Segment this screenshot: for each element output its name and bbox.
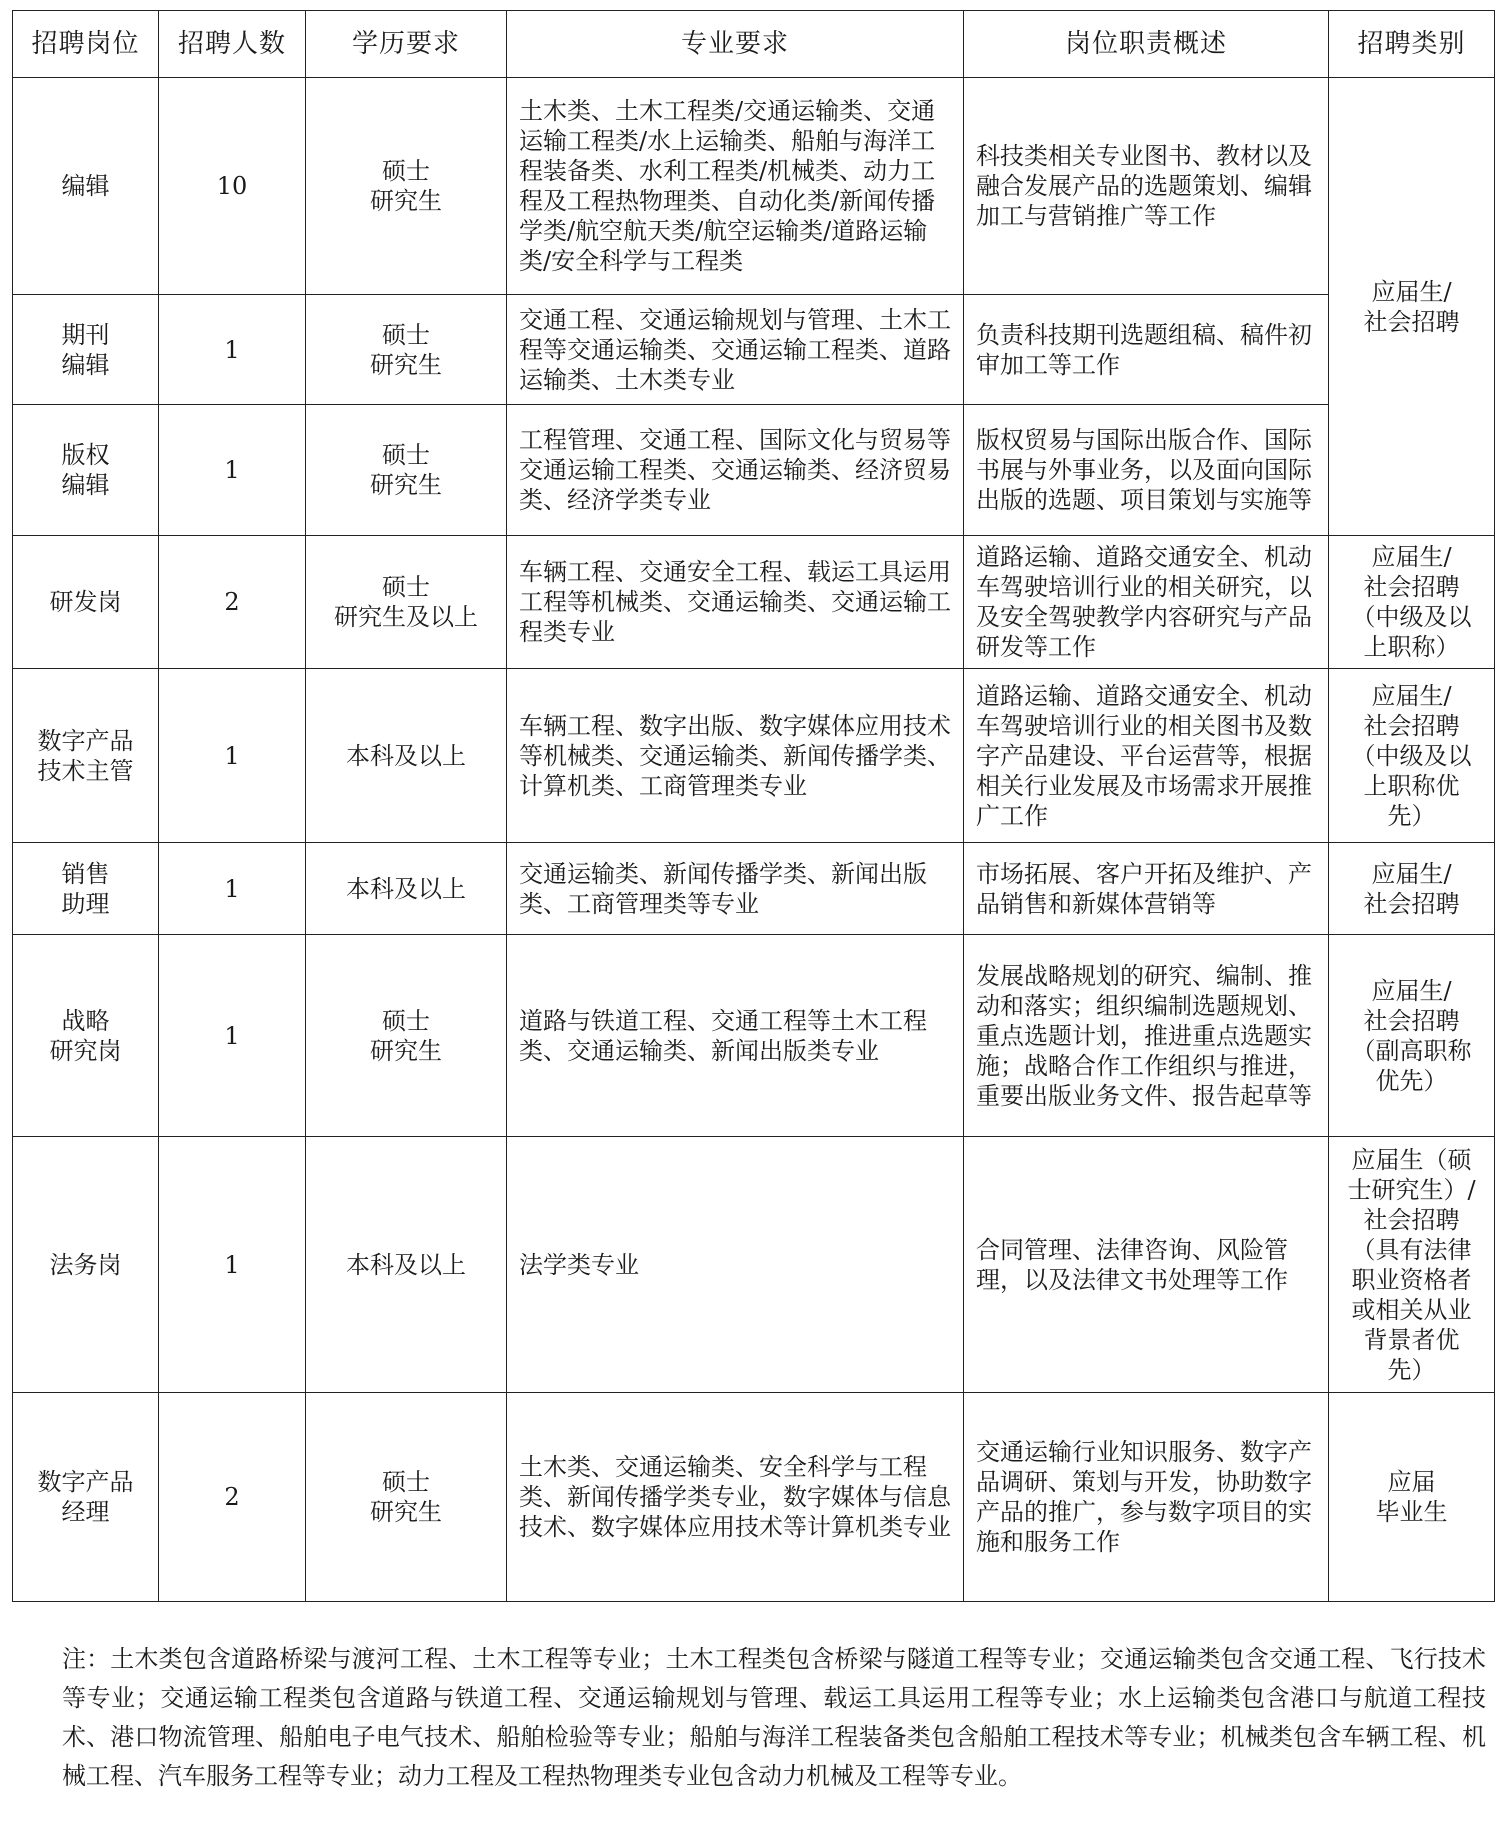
- cell-count: 1: [159, 843, 306, 935]
- cell-duty: 发展战略规划的研究、编制、推动和落实；组织编制选题规划、重点选题计划，推进重点选题实施；战略合作工作组织与推进，重要出版业务文件、报告起草等: [964, 935, 1329, 1137]
- cell-position: 战略 研究岗: [13, 935, 159, 1137]
- header-category: 招聘类别: [1329, 11, 1495, 78]
- cell-category: 应届生（硕 士研究生）/ 社会招聘 （具有法律 职业资格者 或相关从业 背景者优 先）: [1329, 1137, 1495, 1393]
- cell-count: 1: [159, 1137, 306, 1393]
- cell-count: 2: [159, 1393, 306, 1602]
- recruitment-table: [12, 10, 1495, 1602]
- cell-position: 数字产品 技术主管: [13, 669, 159, 843]
- cell-count: 1: [159, 295, 306, 405]
- cell-education: 本科及以上: [306, 1137, 507, 1393]
- cell-education: 本科及以上: [306, 843, 507, 935]
- header-position: 招聘岗位: [13, 11, 159, 78]
- cell-category-merged: 应届生/ 社会招聘: [1329, 78, 1495, 536]
- cell-position: 期刊 编辑: [13, 295, 159, 405]
- cell-count: 2: [159, 536, 306, 669]
- table-row: [13, 935, 1495, 1137]
- cell-count: 1: [159, 935, 306, 1137]
- cell-duty: 道路运输、道路交通安全、机动车驾驶培训行业的相关图书及数字产品建设、平台运营等，根据相关行业发展及市场需求开展推广工作: [964, 669, 1329, 843]
- cell-duty: 负责科技期刊选题组稿、稿件初审加工等工作: [964, 295, 1329, 405]
- cell-duty: 合同管理、法律咨询、风险管理，以及法律文书处理等工作: [964, 1137, 1329, 1393]
- table-row: [13, 843, 1495, 935]
- table-header-row: [13, 11, 1495, 78]
- header-education: 学历要求: [306, 11, 507, 78]
- cell-education: 本科及以上: [306, 669, 507, 843]
- table-row: [13, 536, 1495, 669]
- cell-major: 车辆工程、数字出版、数字媒体应用技术等机械类、交通运输类、新闻传播学类、计算机类、工商管理类专业: [507, 669, 964, 843]
- cell-major: 土木类、交通运输类、安全科学与工程类、新闻传播学类专业，数字媒体与信息技术、数字媒体应用技术等计算机类专业: [507, 1393, 964, 1602]
- cell-education: 硕士 研究生: [306, 295, 507, 405]
- cell-position: 版权 编辑: [13, 405, 159, 536]
- cell-education: 硕士 研究生: [306, 935, 507, 1137]
- cell-major: 道路与铁道工程、交通工程等土木工程类、交通运输类、新闻出版类专业: [507, 935, 964, 1137]
- cell-position: 研发岗: [13, 536, 159, 669]
- cell-duty: 道路运输、道路交通安全、机动车驾驶培训行业的相关研究，以及安全驾驶教学内容研究与产品研发等工作: [964, 536, 1329, 669]
- cell-major: 交通运输类、新闻传播学类、新闻出版类、工商管理类等专业: [507, 843, 964, 935]
- cell-major: 土木类、土木工程类/交通运输类、交通运输工程类/水上运输类、船舶与海洋工程装备类、水利工程类/机械类、动力工程及工程热物理类、自动化类/新闻传播学类/航空航天类/航空运输类/道路运输类/安全科学与工程类: [507, 78, 964, 295]
- header-major: 专业要求: [507, 11, 964, 78]
- cell-position: 法务岗: [13, 1137, 159, 1393]
- cell-position: 编辑: [13, 78, 159, 295]
- cell-duty: 交通运输行业知识服务、数字产品调研、策划与开发，协助数字产品的推广，参与数字项目的实施和服务工作: [964, 1393, 1329, 1602]
- table-row: [13, 1393, 1495, 1602]
- cell-education: 硕士 研究生及以上: [306, 536, 507, 669]
- cell-duty: 版权贸易与国际出版合作、国际书展与外事业务，以及面向国际出版的选题、项目策划与实施等: [964, 405, 1329, 536]
- cell-category: 应届生/ 社会招聘: [1329, 843, 1495, 935]
- cell-count: 1: [159, 669, 306, 843]
- footnote: 注：土木类包含道路桥梁与渡河工程、土木工程等专业；土木工程类包含桥梁与隧道工程等专业；交通运输类包含交通工程、飞行技术等专业；交通运输工程类包含道路与铁道工程、交通运输规划与管理、载运工具运用工程等专业；水上运输类包含港口与航道工程技术、港口物流管理、船舶电子电气技术、船舶检验等专业；船舶与海洋工程装备类包含船舶工程技术等专业；机械类包含车辆工程、机械工程、汽车服务工程等专业；动力工程及工程热物理类专业包含动力机械及工程等专业。: [62, 1645, 1486, 1790]
- table-row: [13, 1137, 1495, 1393]
- cell-major: 工程管理、交通工程、国际文化与贸易等交通运输工程类、交通运输类、经济贸易类、经济学类专业: [507, 405, 964, 536]
- header-count: 招聘人数: [159, 11, 306, 78]
- cell-major: 车辆工程、交通安全工程、载运工具运用工程等机械类、交通运输类、交通运输工程类专业: [507, 536, 964, 669]
- cell-count: 1: [159, 405, 306, 536]
- cell-major: 交通工程、交通运输规划与管理、土木工程等交通运输类、交通运输工程类、道路运输类、土木类专业: [507, 295, 964, 405]
- cell-category: 应届 毕业生: [1329, 1393, 1495, 1602]
- cell-education: 硕士 研究生: [306, 405, 507, 536]
- table-row: [13, 78, 1495, 295]
- cell-major: 法学类专业: [507, 1137, 964, 1393]
- cell-education: 硕士 研究生: [306, 78, 507, 295]
- cell-position: 销售 助理: [13, 843, 159, 935]
- table-row: [13, 405, 1495, 536]
- cell-position: 数字产品 经理: [13, 1393, 159, 1602]
- cell-duty: 科技类相关专业图书、教材以及融合发展产品的选题策划、编辑加工与营销推广等工作: [964, 78, 1329, 295]
- cell-category: 应届生/ 社会招聘 （副高职称 优先）: [1329, 935, 1495, 1137]
- header-duty: 岗位职责概述: [964, 11, 1329, 78]
- table-row: [13, 669, 1495, 843]
- cell-duty: 市场拓展、客户开拓及维护、产品销售和新媒体营销等: [964, 843, 1329, 935]
- cell-count: 10: [159, 78, 306, 295]
- table-row: [13, 295, 1495, 405]
- cell-category: 应届生/ 社会招聘 （中级及以 上职称）: [1329, 536, 1495, 669]
- cell-category: 应届生/ 社会招聘 （中级及以 上职称优 先）: [1329, 669, 1495, 843]
- cell-education: 硕士 研究生: [306, 1393, 507, 1602]
